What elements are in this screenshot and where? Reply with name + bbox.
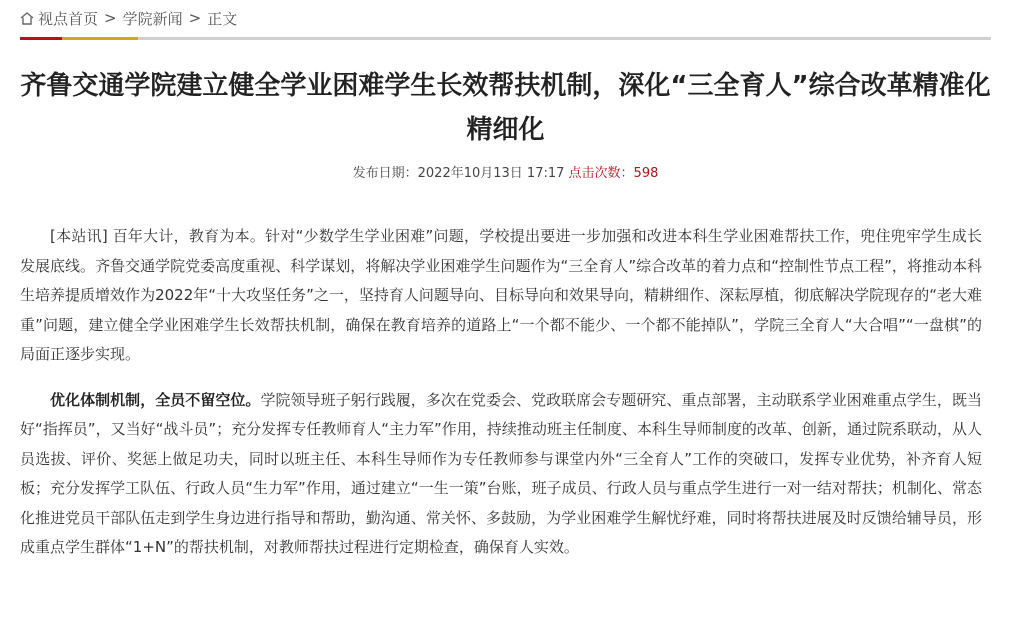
publish-date-label: 发布日期： xyxy=(352,166,418,181)
breadcrumb xyxy=(20,6,237,30)
click-count: 598 xyxy=(633,166,659,181)
breadcrumb-current: 正文 xyxy=(207,9,238,28)
paragraph-body: 学院领导班子躬行践履，多次在党委会、党政联席会专题研究、重点部署，主动联系学业困难重点学生，既当好“指挥员”，又当好“战斗员”；充分发挥专任教师育人“主力军”作用，持续推动班主任制度、本科生导师制度的改革、创新，通过院系联动，从人员选拔、评价、奖惩上做足功夫，同时以班主任、本科生导师作为专任教师参与课堂内外“三全育人”工作的突破口，发挥专业优势，补齐育人短板；充分发挥学工队伍、行政人员“生力军”作用，通过建立“一生一策”台账，班子成员、行政人员与重点学生进行一对一结对帮扶；机制化、常态化推进党员干部队伍走到学生身边进行指导和帮助，勤沟通、常关怀、多鼓励，为学业困难学生解忧纾难，同时将帮扶进展及时反馈给辅导员，形成重点学生群体“1+N”的帮扶机制，对教师帮扶过程进行定期检查，确保育人实效。 xyxy=(20,390,982,556)
publish-date: 2022年10月13日 17:17 xyxy=(417,166,565,181)
article-body xyxy=(20,222,982,579)
article-title: 齐鲁交通学院建立健全学业困难学生长效帮扶机制，深化“三全育人”综合改革精准化精细化 xyxy=(20,71,991,145)
click-count-label: 点击次数： xyxy=(568,166,634,181)
header-divider xyxy=(20,37,991,40)
breadcrumb-home-link[interactable]: 视点首页 xyxy=(38,9,99,28)
breadcrumb-separator: > xyxy=(188,9,202,27)
home-icon xyxy=(20,12,34,25)
article-meta xyxy=(20,162,991,181)
breadcrumb-section-link[interactable]: 学院新闻 xyxy=(122,9,183,28)
paragraph-lead: 优化体制机制，全员不留空位。 xyxy=(50,390,261,409)
divider-accent-red xyxy=(20,37,62,40)
article-paragraph xyxy=(20,386,982,563)
article-paragraph: [本站讯] 百年大计，教育为本。针对“少数学生学业困难”问题，学校提出要进一步加强和改进本科生学业困难帮扶工作，兜住兜牢学生成长发展底线。齐鲁交通学院党委高度重视、科学谋划，将解决学业困难学生问题作为“三全育人”综合改革的着力点和“控制性节点工程”，将推动本科生培养提质增效作为2022年“十大攻坚任务”之一，坚持育人问题导向、目标导向和效果导向，精耕细作、深耘厚植，彻底解决学院现存的“老大难重”问题，建立健全学业困难学生长效帮扶机制，确保在教育培养的道路上“一个都不能少、一个都不能掉队”，学院三全育人“大合唱”“一盘棋”的局面正逐步实现。 xyxy=(20,227,982,363)
breadcrumb-separator: > xyxy=(104,9,117,27)
divider-accent-gold xyxy=(62,37,138,40)
